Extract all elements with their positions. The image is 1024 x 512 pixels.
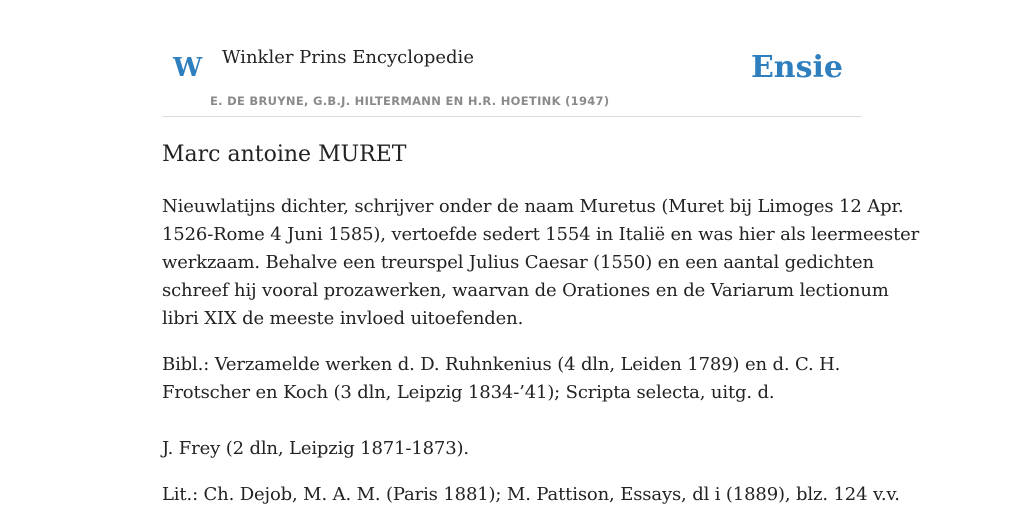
paragraph-line: schreef hij vooral prozawerken, waarvan de Orationes en de Variarum lectionum — [162, 280, 889, 301]
winkler-prins-logo[interactable]: W — [173, 53, 203, 83]
paragraph-line: Lit.: Ch. Dejob, M. A. M. (Paris 1881); M. Pattison, Essays, dl i (1889), blz. 124 v.v. — [162, 484, 900, 505]
article — [162, 138, 920, 512]
article-title: Marc antoine MURET — [162, 142, 407, 167]
line-break — [162, 407, 862, 435]
article-paragraph-bibliography — [162, 351, 862, 463]
paragraph-line: Bibl.: Verzamelde werken d. D. Ruhnkenius (4 dln, Leiden 1789) en d. C. H. — [162, 354, 841, 375]
paragraph-line: Frotscher en Koch (3 dln, Leipzig 1834-’41); Scripta selecta, uitg. d. — [162, 382, 775, 403]
article-paragraph-intro — [162, 193, 920, 333]
ensie-logo-link[interactable]: Ensie — [750, 50, 843, 85]
authors-subtitle: E. DE BRUYNE, G.B.J. HILTERMANN EN H.R. HOETINK (1947) — [210, 94, 610, 108]
paragraph-line: Nieuwlatijns dichter, schrijver onder de naam Muretus (Muret bij Limoges 12 Apr. — [162, 196, 904, 217]
paragraph-line: 1526-Rome 4 Juni 1585), vertoefde sedert 1554 in Italië en was hier als leermeester — [162, 224, 920, 245]
article-paragraph-literature — [162, 481, 900, 509]
paragraph-line: libri XIX de meeste invloed uitoefenden. — [162, 308, 524, 329]
paragraph-line: werkzaam. Behalve een treurspel Julius Caesar (1550) en een aantal gedichten — [162, 252, 874, 273]
site-title[interactable]: Winkler Prins Encyclopedie — [222, 47, 474, 68]
site-header — [162, 0, 862, 117]
paragraph-line: J. Frey (2 dln, Leipzig 1871-1873). — [162, 438, 469, 459]
